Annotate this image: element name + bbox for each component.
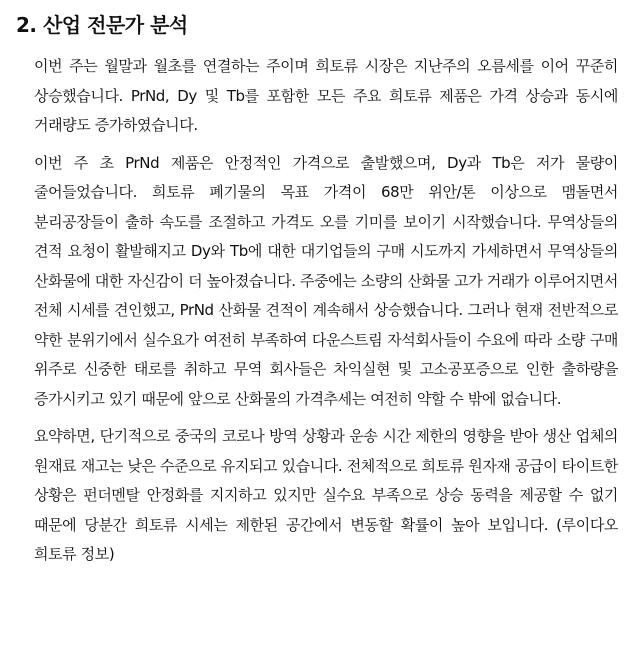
- paragraph-market-overview: 이번 주는 월말과 월초를 연결하는 주이며 희토류 시장은 지난주의 오름세를 이어 꾸준히 상승했습니다. PrNd, Dy 및 Tb를 포함한 모든 주요 희토류 제품은 가격 상승과 동시에 거래량도 증가하였습니다.: [34, 57, 618, 134]
- paragraph-summary: 요약하면, 단기적으로 중국의 코로나 방역 상황과 운송 시간 제한의 영향을 받아 생산 업체의 원재료 재고는 낮은 수준으로 유지되고 있습니다. 전체적으로 희토류 원자재 공급이 타이트한 상황은 펀더멘탈 안정화를 지지하고 있지만 실수요 부족으로 상승 동력을 제공할 수 없기 때문에 당분간 희토류 시세는 제한된 공간에서 변동할 확률이 높아 보입니다. (루이다오 희토류 정보): [34, 427, 618, 563]
- section-heading: 2. 산업 전문가 분석: [16, 13, 188, 37]
- document-body: [34, 52, 618, 578]
- paragraph-weekly-detail: 이번 주 초 PrNd 제품은 안정적인 가격으로 출발했으며, Dy과 Tb은 저가 물량이 줄어들었습니다. 희토류 폐기물의 목표 가격이 68만 위안/톤 이상으로 맴돌면서 분리공장들이 출하 속도를 조절하고 가격도 오를 기미를 보이기 시작했습니다. 무역상들의 견적 요청이 활발해지고 Dy와 Tb에 대한 대기업들의 구매 시도까지 가세하면서 무역상들의 산화물에 대한 자신감이 더 높아졌습니다. 주중에는 소량의 산화물 고가 거래가 이루어지면서 전체 시세를 견인했고, PrNd 산화물 견적이 계속해서 상승했습니다. 그러나 현재 전반적으로 약한 분위기에서 실수요가 여전히 부족하여 다운스트림 자석회사들이 수요에 따라 소량 구매 위주로 신중한 태로를 취하고 무역 회사들은 차익실현 및 고소공포증으로 인한 출하량을 증가시키고 있기 때문에 앞으로 산화물의 가격추세는 여전히 약할 수 밖에 없습니다.: [34, 153, 618, 408]
